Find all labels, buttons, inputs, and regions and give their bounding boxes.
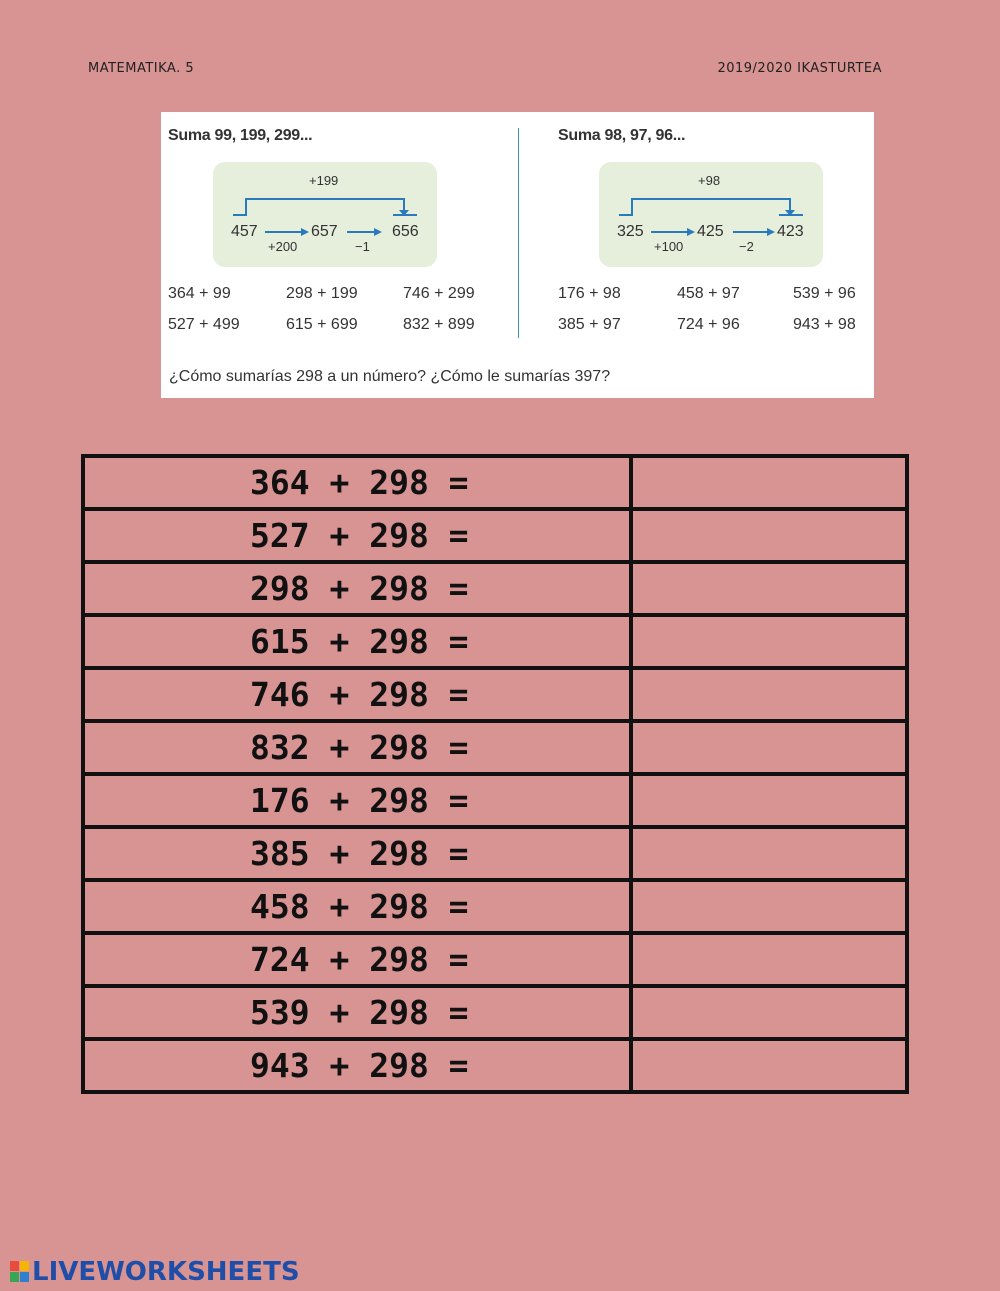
expression-cell: 832 + 298 = xyxy=(83,721,631,774)
header-subject: MATEMATIKA. 5 xyxy=(88,61,195,76)
left-diagram-start: 457 xyxy=(231,223,258,240)
reference-right xyxy=(551,112,901,352)
exercise-row xyxy=(558,285,898,316)
left-diagram xyxy=(213,162,437,267)
answer-cell[interactable] xyxy=(631,721,907,774)
expression-cell: 527 + 298 = xyxy=(83,509,631,562)
left-diagram-end: 656 xyxy=(392,223,419,240)
exercise: 832 + 899 xyxy=(403,316,475,333)
expression-cell: 746 + 298 = xyxy=(83,668,631,721)
answer-cell[interactable] xyxy=(631,933,907,986)
exercise: 298 + 199 xyxy=(286,285,358,302)
table-row xyxy=(83,933,907,986)
exercise: 724 + 96 xyxy=(677,316,740,333)
left-diagram-top: +199 xyxy=(309,173,339,188)
table-row xyxy=(83,615,907,668)
table-row xyxy=(83,562,907,615)
exercise: 458 + 97 xyxy=(677,285,740,302)
question-text: ¿Cómo sumarías 298 a un número? ¿Cómo le sumarías 397? xyxy=(169,368,611,385)
answer-cell[interactable] xyxy=(631,456,907,509)
exercise: 615 + 699 xyxy=(286,316,358,333)
expression-cell: 176 + 298 = xyxy=(83,774,631,827)
answer-cell[interactable] xyxy=(631,1039,907,1092)
right-diagram-top: +98 xyxy=(698,173,721,188)
answer-cell[interactable] xyxy=(631,562,907,615)
expression-cell: 615 + 298 = xyxy=(83,615,631,668)
exercise: 364 + 99 xyxy=(168,285,231,302)
answer-cell[interactable] xyxy=(631,774,907,827)
table-row xyxy=(83,880,907,933)
left-diagram-step1: +200 xyxy=(268,239,298,254)
table-row xyxy=(83,721,907,774)
left-diagram-step2: −1 xyxy=(355,239,370,254)
reference-left xyxy=(161,112,511,352)
exercise-row xyxy=(168,285,508,316)
expression-cell: 458 + 298 = xyxy=(83,880,631,933)
header-school-year: 2019/2020 IKASTURTEA xyxy=(717,61,882,76)
exercise-row xyxy=(168,316,508,347)
exercise: 527 + 499 xyxy=(168,316,240,333)
exercise: 176 + 98 xyxy=(558,285,621,302)
worksheet-table xyxy=(81,454,909,1094)
expression-cell: 724 + 298 = xyxy=(83,933,631,986)
expression-cell: 364 + 298 = xyxy=(83,456,631,509)
exercise: 539 + 96 xyxy=(793,285,856,302)
right-exercises xyxy=(558,285,898,347)
expression-cell: 385 + 298 = xyxy=(83,827,631,880)
right-diagram-start: 325 xyxy=(617,223,644,240)
answer-cell[interactable] xyxy=(631,509,907,562)
right-diagram xyxy=(599,162,823,267)
table-row xyxy=(83,509,907,562)
table-row xyxy=(83,668,907,721)
expression-cell: 298 + 298 = xyxy=(83,562,631,615)
right-diagram-step2: −2 xyxy=(739,239,754,254)
logo-text: LIVEWORKSHEETS xyxy=(32,1257,300,1287)
left-title: Suma 99, 199, 299... xyxy=(168,127,313,144)
expression-cell: 539 + 298 = xyxy=(83,986,631,1039)
table-row xyxy=(83,456,907,509)
right-diagram-step1: +100 xyxy=(654,239,684,254)
column-divider xyxy=(518,128,519,338)
exercise-row xyxy=(558,316,898,347)
exercise: 943 + 98 xyxy=(793,316,856,333)
answer-cell[interactable] xyxy=(631,668,907,721)
right-diagram-end: 423 xyxy=(777,223,804,240)
logo-blocks-icon xyxy=(10,1261,30,1283)
expression-cell: 943 + 298 = xyxy=(83,1039,631,1092)
answer-cell[interactable] xyxy=(631,615,907,668)
answer-cell[interactable] xyxy=(631,986,907,1039)
answer-cell[interactable] xyxy=(631,880,907,933)
right-diagram-mid: 425 xyxy=(697,223,724,240)
exercise: 385 + 97 xyxy=(558,316,621,333)
left-exercises xyxy=(168,285,508,347)
table-row xyxy=(83,1039,907,1092)
reference-box xyxy=(161,112,874,398)
answer-cell[interactable] xyxy=(631,827,907,880)
exercise: 746 + 299 xyxy=(403,285,475,302)
table-row xyxy=(83,986,907,1039)
left-diagram-mid: 657 xyxy=(311,223,338,240)
table-row xyxy=(83,774,907,827)
right-title: Suma 98, 97, 96... xyxy=(558,127,686,144)
table-row xyxy=(83,827,907,880)
